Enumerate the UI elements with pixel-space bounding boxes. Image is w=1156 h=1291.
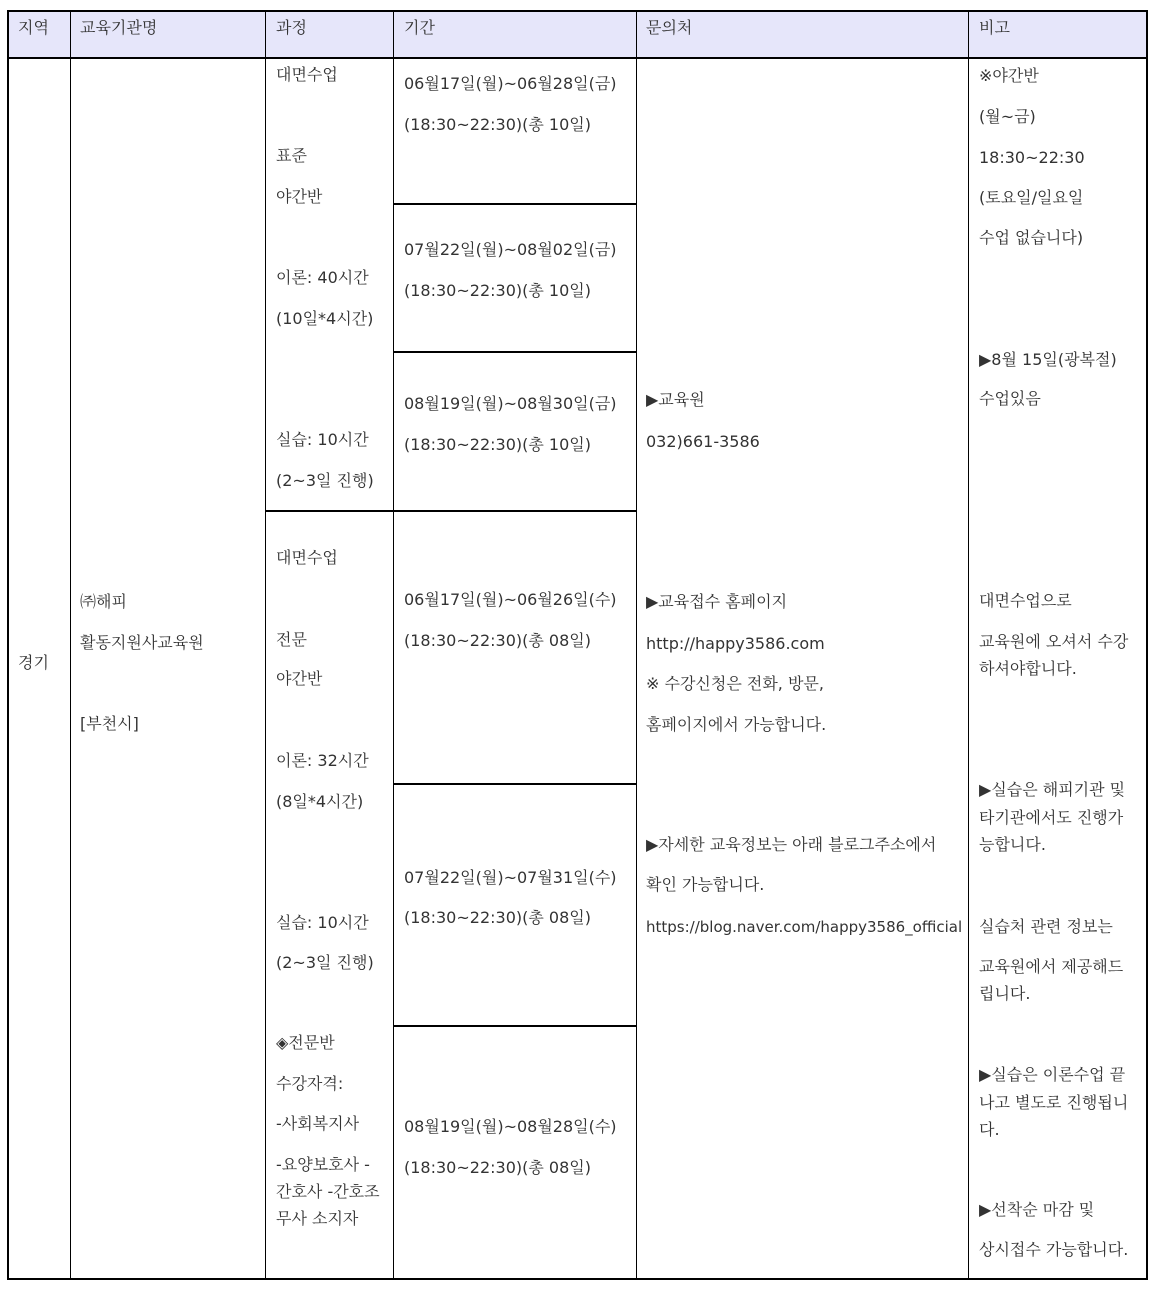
course-text: 야간반 (276, 187, 323, 206)
column-divider (70, 12, 71, 1280)
column-divider (265, 12, 266, 1280)
course-text: (8일*4시간) (276, 792, 364, 811)
row-divider (393, 351, 637, 353)
remark-text: 18:30~22:30 (979, 148, 1085, 167)
contact-text: ▶교육원 (646, 390, 705, 409)
header-course: 과정 (276, 18, 307, 37)
course-text: 이론: 32시간 (276, 751, 369, 770)
remark-text: (월~금) (979, 107, 1036, 126)
institution-name: 활동지원사교육원 (80, 633, 204, 652)
remark-text: ※야간반 (979, 66, 1039, 85)
column-divider (968, 12, 969, 1280)
course-text: 대면수업 (276, 548, 338, 567)
period-time: (18:30~22:30)(총 08일) (404, 631, 591, 650)
course-text: 수강자격: (276, 1074, 344, 1093)
contact-text: ▶교육접수 홈페이지 (646, 592, 788, 611)
course-text: 이론: 40시간 (276, 268, 369, 287)
header-period: 기간 (404, 18, 435, 37)
header-contact: 문의처 (646, 18, 693, 37)
remark-text: (토요일/일요일 (979, 188, 1084, 207)
period-dates: 08월19일(월)~08월28일(수) (404, 1117, 617, 1136)
header-divider (9, 57, 1146, 59)
course-text: 간호사 -간호조 (276, 1182, 380, 1201)
remark-text: 상시접수 가능합니다. (979, 1240, 1129, 1259)
contact-phone: 032)661-3586 (646, 432, 760, 451)
remark-text: 능합니다. (979, 835, 1046, 854)
remark-text: ▶실습은 이론수업 끝 (979, 1065, 1126, 1084)
course-text: 무사 소지자 (276, 1209, 359, 1228)
header-remarks: 비고 (979, 18, 1010, 37)
remark-text: ▶선착순 마감 및 (979, 1200, 1095, 1219)
remark-text: 하셔야합니다. (979, 659, 1077, 678)
course-text: (2~3일 진행) (276, 953, 374, 972)
remark-text: 립니다. (979, 984, 1031, 1003)
course-text: ◈전문반 (276, 1033, 335, 1052)
remark-text: ▶8월 15일(광복절) (979, 350, 1117, 369)
institution-name: ㈜해피 (80, 592, 127, 611)
period-dates: 07월22일(월)~08월02일(금) (404, 240, 617, 259)
contact-text: 홈페이지에서 가능합니다. (646, 715, 827, 734)
homepage-link[interactable]: http://happy3586.com (646, 634, 825, 653)
remark-text: 실습처 관련 정보는 (979, 917, 1113, 936)
course-text: (2~3일 진행) (276, 471, 374, 490)
period-time: (18:30~22:30)(총 10일) (404, 435, 591, 454)
period-dates: 07월22일(월)~07월31일(수) (404, 868, 617, 887)
header-institution: 교육기관명 (80, 18, 158, 37)
period-dates: 08월19일(월)~08월30일(금) (404, 394, 617, 413)
row-divider (393, 783, 637, 785)
course-text: 야간반 (276, 669, 323, 688)
course-text: (10일*4시간) (276, 309, 374, 328)
course-text: 대면수업 (276, 65, 338, 84)
region-cell: 경기 (18, 653, 49, 672)
course-text: -요양보호사 - (276, 1155, 370, 1174)
period-time: (18:30~22:30)(총 08일) (404, 908, 591, 927)
row-divider (393, 203, 637, 205)
contact-text: 확인 가능합니다. (646, 875, 765, 894)
contact-text: ▶자세한 교육정보는 아래 블로그주소에서 (646, 835, 937, 854)
row-divider (393, 1025, 637, 1027)
remark-text: 나고 별도로 진행됩니 (979, 1093, 1129, 1112)
course-text: 전문 (276, 630, 307, 649)
period-time: (18:30~22:30)(총 08일) (404, 1158, 591, 1177)
remark-text: 대면수업으로 (979, 591, 1072, 610)
remark-text: 교육원에서 제공해드 (979, 957, 1124, 976)
period-time: (18:30~22:30)(총 10일) (404, 281, 591, 300)
remark-text: 다. (979, 1120, 1000, 1139)
period-dates: 06월17일(월)~06월26일(수) (404, 590, 617, 609)
remark-text: 수업있음 (979, 389, 1041, 408)
remark-text: 수업 없습니다) (979, 228, 1084, 247)
institution-location: [부천시] (80, 714, 139, 733)
course-text: 실습: 10시간 (276, 430, 369, 449)
contact-text: ※ 수강신청은 전화, 방문, (646, 674, 824, 693)
row-divider (265, 510, 637, 512)
blog-link[interactable]: https://blog.naver.com/happy3586_official (646, 918, 963, 936)
course-text: -사회복지사 (276, 1114, 360, 1133)
header-region: 지역 (18, 18, 49, 37)
remark-text: ▶실습은 해피기관 및 (979, 780, 1126, 799)
period-time: (18:30~22:30)(총 10일) (404, 115, 591, 134)
remark-text: 타기관에서도 진행가 (979, 808, 1124, 827)
course-text: 실습: 10시간 (276, 913, 369, 932)
course-text: 표준 (276, 146, 307, 165)
period-dates: 06월17일(월)~06월28일(금) (404, 74, 617, 93)
remark-text: 교육원에 오셔서 수강 (979, 632, 1129, 651)
